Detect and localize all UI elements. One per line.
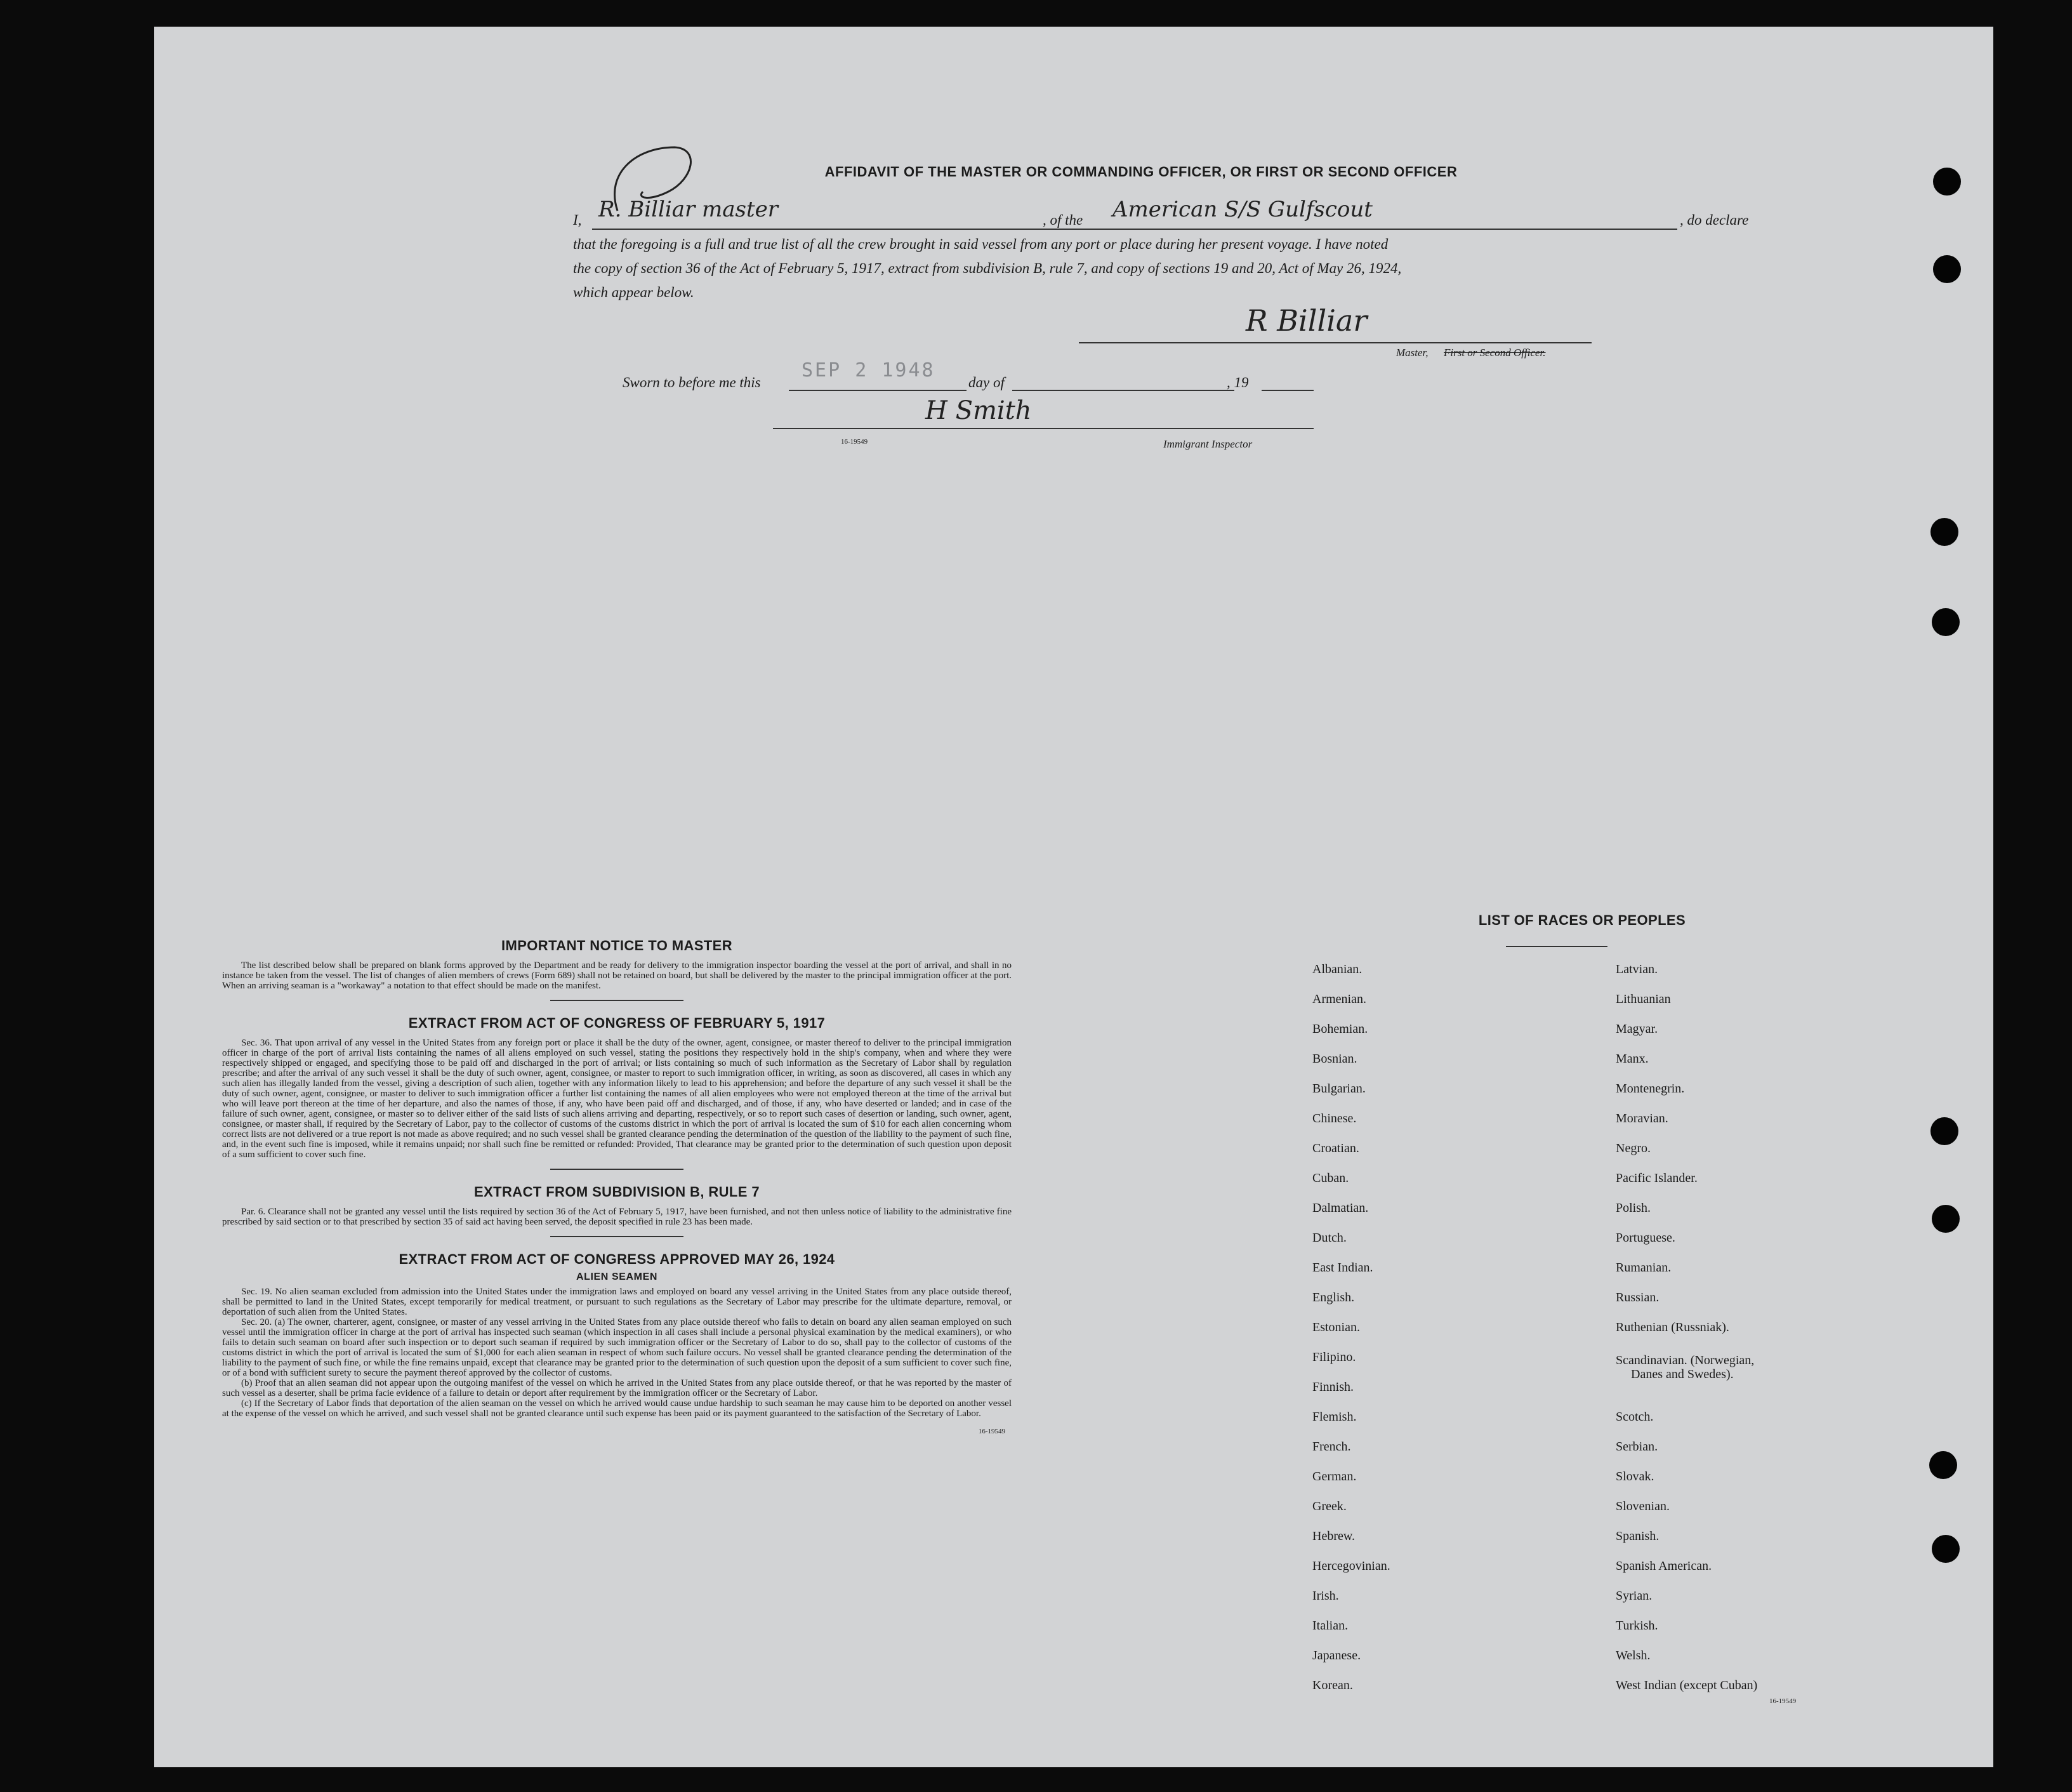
extract1-title: EXTRACT FROM ACT OF CONGRESS OF FEBRUARY 5, 1917 [408,1015,826,1031]
extract3-subtitle: ALIEN SEAMEN [576,1271,658,1282]
extract3-title: EXTRACT FROM ACT OF CONGRESS APPROVED MAY 26, 1924 [399,1251,835,1267]
race-item: Latvian. [1616,962,1658,976]
race-item: Italian. [1312,1619,1349,1633]
race-item: Hebrew. [1312,1529,1356,1543]
sworn-day-blank [789,390,967,391]
race-item: Rumanian. [1616,1261,1672,1275]
do-declare-label: , do declare [1680,212,1749,228]
day-of-label: day of [968,375,1005,390]
vessel-blank [1106,229,1677,230]
race-item: Manx. [1616,1052,1649,1066]
affidavit-form-number: 16-19549 [841,438,868,446]
race-item: Welsh. [1616,1649,1651,1663]
race-item: Albanian. [1312,962,1363,976]
section-divider [550,1000,683,1001]
race-item: Bosnian. [1312,1052,1357,1066]
binder-hole [1932,608,1960,636]
race-item: Greek. [1312,1499,1347,1513]
race-item: Polish. [1616,1201,1651,1215]
name-blank [592,229,1185,230]
document-page [154,27,1993,1767]
race-item: Turkish. [1616,1619,1658,1633]
race-item: Spanish American. [1616,1559,1712,1573]
binder-hole [1933,255,1961,283]
race-item: Portuguese. [1616,1231,1675,1245]
sec20a-text: Sec. 20. (a) The owner, charterer, agent, consignee, or master of any vessel arriving in the United States from any place outside thereof who fails to detain on board any alien seaman employed on such vessel until the immigration officer in charge at the port of arrival has inspected such seaman (which inspection in all cases shall include a personal physical examination by the medical examiners), or who fails to detain such seaman on board after such inspection or to deport such seaman if required by such immigration officer or the Secretary of Labor to do so, shall pay to the collector of customs of the customs district in which the port of arrival is located the sum of $1,000 for each alien seaman in respect of whom such failure occurs. No vessel shall be granted clearance pending the determination of the liability to the payment of such fine, or while the fine remains unpaid, except that clearance may be granted prior to the determination of such question upon the deposit of a sum sufficient to cover such fine, or of a bond with sufficient surety to secure the payment thereof approved by the collector of customs. [222,1317,1012,1378]
race-item: French. [1312,1440,1351,1454]
notice-intro: The list described below shall be prepared on blank forms approved by the Department and be ready for delivery to the immigration inspector boarding the vessel at the port of arrival, and shall in no instance be taken from the vessel. The list of changes of alien members of crews (Form 689) shall not be retained on board, but shall be delivered by the master to the principal immigration officer at the port. When an arriving seaman is a "workaway" a notation to that effect should be made on the manifest. [222,960,1012,991]
sworn-label: Sworn to before me this [623,375,761,390]
binder-hole [1932,1535,1960,1563]
sec20c-text: (c) If the Secretary of Labor finds that deportation of the alien seaman on the vessel on which he arrived would cause undue hardship to such seaman he may cause him to be deported on another vessel at the expense of the vessel on which he arrived, and such vessel shall not be granted clearance until such expense has been paid or its payment guaranteed to the satisfaction of the Secretary of Labor. [222,1398,1012,1419]
immigrant-inspector-label: Immigrant Inspector [1163,438,1253,450]
binder-hole [1929,1451,1957,1479]
race-item: Dalmatian. [1312,1201,1369,1215]
race-item: Slovak. [1616,1470,1654,1483]
section-divider [550,1169,683,1170]
race-item: Negro. [1616,1141,1651,1155]
race-item: Ruthenian (Russniak). [1616,1320,1729,1334]
race-item: Japanese. [1312,1649,1361,1663]
master-name-handwritten: R. Billiar master [598,197,779,222]
race-item: Cuban. [1312,1171,1349,1185]
race-item: Flemish. [1312,1410,1357,1424]
month-blank [1012,390,1234,391]
race-item: Filipino. [1312,1350,1356,1364]
binder-hole [1933,168,1961,196]
race-item: Armenian. [1312,992,1366,1006]
race-item: Chinese. [1312,1112,1357,1125]
races-title: LIST OF RACES OR PEOPLES [1478,912,1686,928]
race-item: Croatian. [1312,1141,1359,1155]
races-title-underline [1506,946,1607,947]
date-stamp: SEP 2 1948 [802,359,935,382]
race-item: Lithuanian [1616,992,1671,1006]
year-prefix: , 19 [1227,375,1249,390]
notice-title: IMPORTANT NOTICE TO MASTER [501,938,733,953]
signature-line [1079,342,1592,343]
race-item: Serbian. [1616,1440,1658,1454]
race-item: Finnish. [1312,1380,1354,1394]
sec19-text: Sec. 19. No alien seaman excluded from admission into the United States under the immigration laws and employed on board any vessel arriving in the United States from any place outside thereof, shall be permitted to land in the United States, except temporarily for medical treatment, or pursuant to such regulations as the Secretary of Labor may prescribe for the ultimate departure, removal, or deportation of such alien from the United States. [222,1287,1012,1317]
vessel-name-handwritten: American S/S Gulfscout [1112,197,1373,222]
race-item: Montenegrin. [1616,1082,1685,1096]
inspector-signature: H Smith [925,396,1032,425]
race-item: West Indian (except Cuban) [1616,1678,1758,1692]
race-item: Dutch. [1312,1231,1347,1245]
declaration-i-label: I, [573,212,582,228]
race-item: Magyar. [1616,1022,1658,1036]
race-item: Syrian. [1616,1589,1653,1603]
race-item: Scotch. [1616,1410,1654,1424]
race-item: Slovenian. [1616,1499,1670,1513]
section-divider [550,1236,683,1237]
race-item: East Indian. [1312,1261,1373,1275]
binder-hole [1930,1117,1958,1145]
races-form-number: 16-19549 [1769,1697,1797,1705]
master-signature: R Billiar [1246,303,1368,338]
race-item: Bohemian. [1312,1022,1368,1036]
year-blank [1262,390,1314,391]
race-item: Hercegovinian. [1312,1559,1390,1573]
binder-hole [1930,518,1958,546]
race-item: Russian. [1616,1291,1660,1304]
sec20b-text: (b) Proof that an alien seaman did not appear upon the outgoing manifest of the vessel on which he arrived in the United States from any place outside thereof, or that he was reported by the master of such vessel as a deserter, shall be prima facie evidence of a failure to detain or deport after requirement by the immigration officer or the Secretary of Labor. [222,1378,1012,1398]
inspector-signature-line [773,428,1314,429]
race-item: Moravian. [1616,1112,1668,1125]
race-item: Bulgarian. [1312,1082,1366,1096]
master-label: Master, [1396,347,1429,359]
extract2-text: Par. 6. Clearance shall not be granted any vessel until the lists required by section 36 of the Act of February 5, 1917, have been furnished, and not then unless notice of liability to the administrative fine prescribed by said section or to that prescribed by section 35 of said act having been served, the deposit specified in rule 23 has been made. [222,1207,1012,1227]
declaration-line-2: the copy of section 36 of the Act of February 5, 1917, extract from subdivision B, rule 7, and copy of sections 19 and 20, Act of May 26, 1924, [573,260,1402,276]
declaration-line-1: that the foregoing is a full and true list of all the crew brought in said vessel from any port or place during her present voyage. I have noted [573,236,1389,252]
of-the-label: , of the [1043,212,1083,228]
race-item: English. [1312,1291,1355,1304]
affidavit-title: AFFIDAVIT OF THE MASTER OR COMMANDING OFFICER, OR FIRST OR SECOND OFFICER [824,164,1458,180]
race-item: Korean. [1312,1678,1353,1692]
race-item: Pacific Islander. [1616,1171,1698,1185]
notice-form-number: 16-19549 [978,1428,1005,1435]
race-item: Spanish. [1616,1529,1660,1543]
race-item: Estonian. [1312,1320,1360,1334]
struck-officer-label: First or Second Officer. [1444,347,1546,359]
binder-hole [1932,1205,1960,1233]
notice-section [222,938,1012,1435]
declaration-line-3: which appear below. [573,284,694,300]
race-item: German. [1312,1470,1357,1483]
extract2-title: EXTRACT FROM SUBDIVISION B, RULE 7 [474,1184,760,1200]
race-item: Scandinavian. (Norwegian, [1616,1353,1755,1367]
race-item: Irish. [1312,1589,1339,1603]
race-item: Danes and Swedes). [1631,1367,1734,1381]
extract1-text: Sec. 36. That upon arrival of any vessel in the United States from any foreign port or place it shall be the duty of the owner, agent, consignee, or master thereof to deliver to the principal immigration officer in charge of the port of arrival lists containing the names of all aliens employed on such vessel, stating the positions they respectively hold in the ship's company, when and where they were respectively shipped or engaged, and specifying those to be paid off and discharged in the port of arrival; or lists containing so much of such information as the Secretary of Labor shall by regulation prescribe; and after the arrival of any such vessel it shall be the duty of such owner, agent, consignee, or master to report to such immigration officer, in writing, as soon as discovered, all cases in which any such alien has illegally landed from the vessel, giving a description of such alien, together with any information likely to lead to his apprehension; and before the departure of any such vessel it shall be the duty of such owner, agent, consignee, or master to deliver to such immigration officer a further list containing the names of all alien employees who were not employed thereon at the time of the arrival but who will leave port thereon at the time of her departure, and also the names of those, if any, who have been paid off and discharged, and of those, if any, who have deserted or landed; and in case of the failure of such owner, agent, consignee, or master so to deliver either of the said lists of such aliens arriving and departing, respectively, or so to report such cases of desertion or landing, such owner, agent, consignee, or master shall, if required by the Secretary of Labor, pay to the collector of customs of the customs district in which the port of arrival is located the sum of $10 for each alien concerning whom correct lists are not delivered or a true report is not made as above required; and no such vessel shall be granted clearance pending the determination of the question of the liability to the payment of such fine, and, in the event such fine is imposed, while it remains unpaid; nor shall such fine be remitted or refunded: Provided, That clearance may be granted prior to the determination of such question upon deposit of a sum sufficient to cover such fine. [222,1038,1012,1160]
